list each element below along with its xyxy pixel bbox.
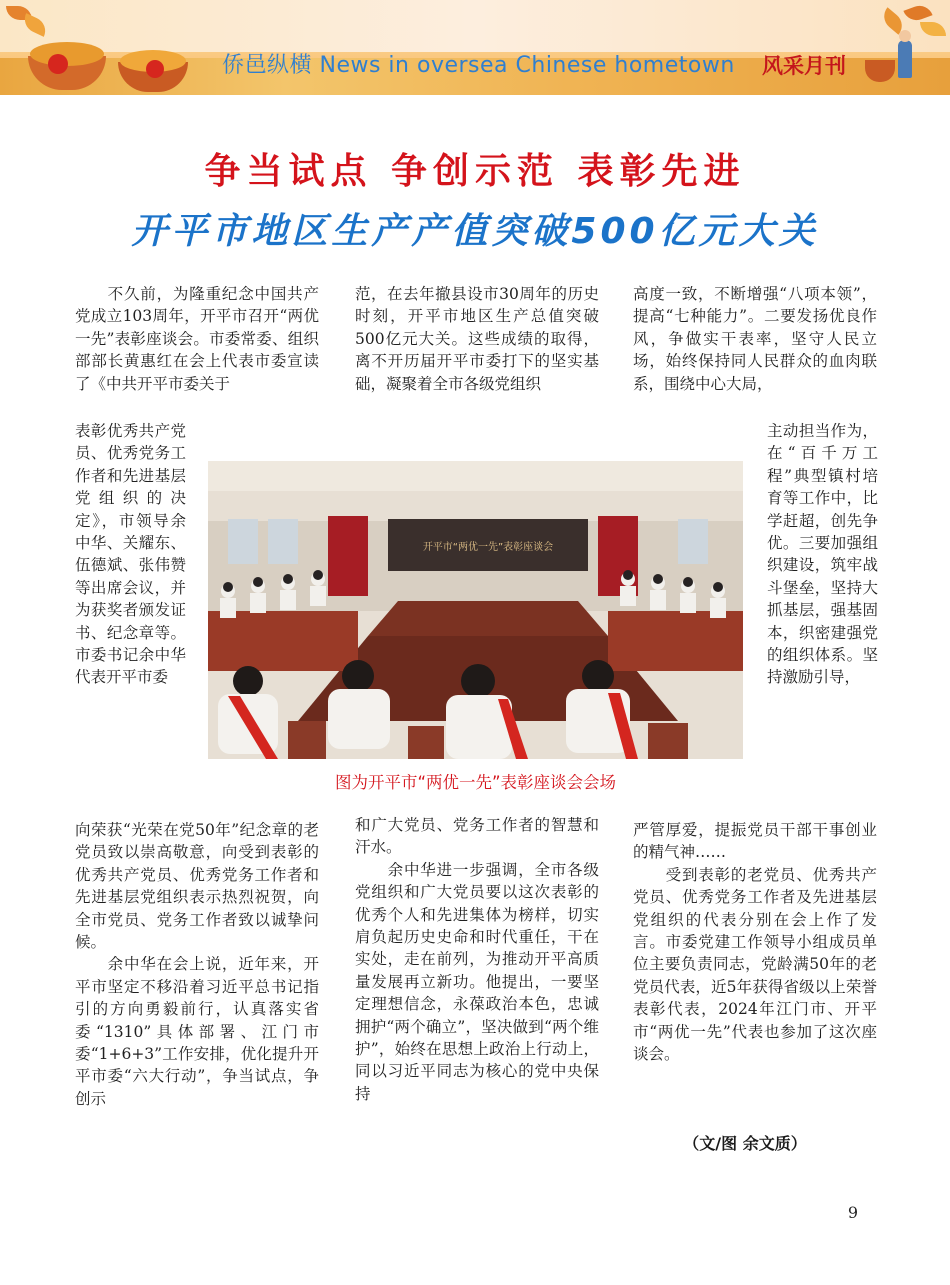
- photo-caption: 图为开平市“两优一先”表彰座谈会会场: [334, 773, 617, 792]
- byline: （文/图 余文质）: [683, 1134, 807, 1153]
- magazine-name: 风采月刊: [762, 54, 846, 78]
- column1-paragraph-bottom: 向荣获“光荣在党50年”纪念章的老党员致以崇高敬意，向受到表彰的优秀共产党员、优秀党务工作者和先进基层党组织表示热烈祝贺，向全市党员、党务工作者致以诚挚问候。 余中华在会上说，近年来，开平市坚定不移沿着习近平总书记指引的方向勇毅前行，认真落实省委“1310”具体部署、江门市委“1+6+3”工作安排，优化提升开平市委“六大行动”，争当试点，争创示: [75, 821, 319, 1108]
- article-main-title: 争当试点 争创示范 表彰先进: [204, 151, 746, 192]
- article-sub-title: 开平市地区生产产值突破500亿元大关: [131, 211, 819, 252]
- farmer-head-icon: [899, 30, 911, 42]
- meeting-photo: [208, 461, 743, 759]
- column3-paragraph-bottom: 严管厚爱，提振党员干部干事创业的精气神…… 受到表彰的老党员、优秀共产党员、优秀党务工作者及先进基层党组织的代表分别在会上作了发言。市委党建工作领导小组成员单位主要负责同志，党龄满50年的老党员代表，近5年获得省级以上荣誉表彰代表，2024年江门市、开平市“两优一先”代表也参加了这次座谈会。: [633, 821, 877, 1064]
- column2-paragraph-top: 范，在去年撤县设市30周年的历史时刻，开平市地区生产总值突破500亿元大关。这些成绩的取得，离不开历届开平市委打下的坚实基础，凝聚着全市各级党组织: [355, 285, 599, 393]
- column-title: 侨邑纵横 News in oversea Chinese hometown: [222, 53, 735, 78]
- column2-paragraph-bottom: 和广大党员、党务工作者的智慧和汗水。 余中华进一步强调，全市各级党组织和广大党员要以这次表彰的优秀个人和先进集体为榜样，切实肩负起历史史命和时代重任，干在实处，走在前列，为推动开平高质量发展再立新功。他提出，一要坚定理想信念，永葆政治本色，忠诚拥护“两个确立”，坚决做到“两个维护”，始终在思想上政治上行动上，同以习近平同志为核心的党中央保持: [355, 816, 599, 1103]
- header-banner: [0, 0, 950, 95]
- farmer-figure-icon: [898, 40, 912, 78]
- page-number: 9: [847, 1203, 859, 1222]
- banner-sky: [0, 0, 950, 52]
- column3-paragraph-top: 高度一致，不断增强“八项本领”，提高“七种能力”。二要发扬优良作风，争做实干表率，坚守人民立场，始终保持同人民群众的血肉联系，围绕中心大局，: [633, 285, 877, 393]
- room-banner-text: 开平市“两优一先”表彰座谈会: [422, 542, 554, 553]
- column1-paragraph-top: 不久前，为隆重纪念中国共产党成立103周年，开平市召开“两优一先”表彰座谈会。市委常委、组织部部长黄惠红在会上代表市委宣读了《中共开平市委关于: [75, 285, 319, 393]
- meeting-room-illustration: [208, 461, 743, 759]
- column3-paragraph-wrap: 主动担当作为，在“百千万工程”典型镇村培育等工作中，比学赶超，创先争优。三要加强组织建设，筑牢战斗堡垒，坚持大抓基层，强基固本，织密建强党的组织体系。坚持激励引导，: [767, 422, 878, 687]
- fortune-seal-icon: [146, 60, 164, 78]
- fortune-seal-icon: [48, 54, 68, 74]
- column1-paragraph-wrap: 表彰优秀共产党员、优秀党务工作者和先进基层党组织的决定》，市领导余中华、关耀东、伍德斌、张伟赞等出席会议，并为获奖者颁发证书、纪念章等。市委书记余中华代表开平市委: [75, 422, 186, 687]
